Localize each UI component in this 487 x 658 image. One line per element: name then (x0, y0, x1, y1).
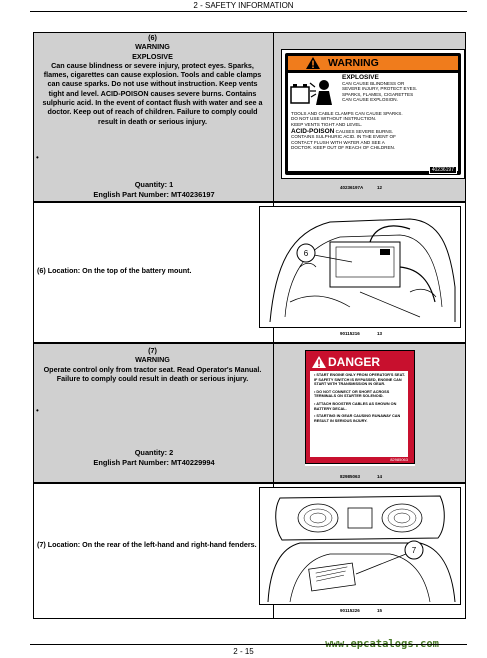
warning-triangle-icon (312, 356, 326, 368)
figure-14-number: 14 (377, 474, 383, 479)
fender-decal-location (309, 563, 356, 591)
decal-7-number: (7) (148, 346, 157, 355)
danger-item-text: DO NOT CONNECT OR SHORT ACROSS TERMINALS ON STARTER SOLENOID. (314, 389, 390, 399)
danger-banner (310, 355, 410, 369)
column-divider (273, 33, 274, 201)
explosive-line: CAN CAUSE BLINDNESS OR (342, 81, 405, 86)
battery-explosion-icon (290, 75, 338, 109)
location-7-section (33, 483, 466, 619)
decal-6-heading: WARNING (135, 42, 170, 52)
decal-7-quantity: Quantity: 2 (134, 448, 174, 457)
decal-7-bullet: • (36, 406, 39, 415)
battery-mount-drawing (259, 206, 461, 328)
watermark: www.epcatalogs.com (325, 638, 439, 650)
location-6-section (33, 202, 466, 343)
battery-mount-illustration (260, 207, 460, 327)
decal-6-body: Can cause blindness or severe injury, protect eyes. Sparks, flames, cigarettes can cause explosion. Tools and cable clamps can cause sparks. Do not use without instruction. Keep vents tight and level. ACID-POISON causes severe burns. Contains sulphuric acid. In the event of contact flush with water and see a doctor. Keep out of reach of children. Failure to comply could result in death or serious injury. (42, 60, 263, 126)
fender-illustration (260, 488, 460, 604)
decal-6-bullet: • (36, 153, 39, 162)
fender-drawing (259, 487, 461, 605)
footer-rule (30, 644, 467, 645)
explosive-label-lines (342, 81, 417, 103)
figure-15-code: 90115226 (340, 608, 360, 613)
danger-items (310, 371, 408, 457)
callout-7-label: 7 (411, 546, 417, 555)
figure-13-number: 13 (377, 331, 383, 336)
decal-6-section (33, 32, 466, 202)
location-6-text: (6) Location: On the top of the battery mount. (37, 266, 192, 275)
danger-item: • START ENGINE ONLY FROM OPERATOR'S SEAT. IF SAFETY SWITCH IS BYPASSED, ENGINE CAN START WITH TRANSMISSION IN GEAR. (314, 373, 405, 387)
acid-line: CONTACT FLUSH WITH WATER AND SEE A (291, 139, 385, 145)
page-number: 2 - 15 (233, 647, 254, 656)
danger-item-text: STARTING IN GEAR CAUSING RUNAWAY CAN RESULT IN SERIOUS INJURY. (314, 414, 401, 423)
danger-item-text: START ENGINE ONLY FROM OPERATOR'S SEAT. IF SAFETY SWITCH IS BYPASSED, ENGINE CAN START WITH TRANSMISSION IN GEAR. (314, 373, 405, 387)
decal-6-quantity: Quantity: 1 (134, 180, 174, 189)
danger-item-text: ATTACH BOOSTER CABLES AS SHOWN ON BATTERY DECAL. (314, 401, 397, 411)
page-header (0, 0, 487, 12)
acid-line: CAUSES SEVERE BURNS. (335, 129, 394, 134)
explosive-line: SEVERE INJURY, PROTECT EYES. (342, 86, 418, 92)
danger-item: • DO NOT CONNECT OR SHORT ACROSS TERMINALS ON STARTER SOLENOID. (314, 389, 390, 399)
decal-7-part-number: English Part Number: MT40229994 (93, 458, 215, 467)
decal-7-part-code: 82985063 (390, 457, 408, 462)
warning-banner (288, 56, 458, 70)
header-rule (30, 11, 467, 12)
location-7-text: (7) Location: On the rear of the left-hand and right-hand fenders. (37, 540, 257, 549)
decal-6-quantity-block (34, 180, 274, 200)
figure-15-number: 15 (377, 608, 383, 613)
decal-7-image (305, 350, 415, 466)
decal-6-image (281, 49, 465, 179)
danger-item: • ATTACH BOOSTER CABLES AS SHOWN ON BATTERY DECAL. (314, 401, 397, 411)
decal-7-body: Operate control only from tractor seat. Read Operator's Manual. Failure to comply could result in death or serious injury. (43, 364, 262, 383)
decal-6-part-code: 40236197 (429, 166, 457, 174)
decal-6-description (40, 33, 265, 126)
explosive-line: SPARKS, FLAMES, CIGARETTES (342, 91, 414, 97)
tools-label-lines (291, 111, 403, 127)
decal-7-heading: WARNING (135, 355, 170, 365)
decal-7-section (33, 343, 466, 483)
decal-6-number: (6) (148, 33, 157, 42)
decal-7-quantity-block (34, 448, 274, 468)
danger-item: • STARTING IN GEAR CAUSING RUNAWAY CAN RESULT IN SERIOUS INJURY. (314, 414, 401, 423)
acid-label-title: ACID-POISON (291, 128, 335, 135)
explosive-line: CAN CAUSE EXPLOSION. (342, 97, 398, 103)
warning-banner-text: WARNING (328, 57, 379, 69)
acid-label (291, 129, 396, 151)
tools-line: DO NOT USE WITHOUT INSTRUCTION. (291, 116, 377, 122)
danger-banner-text: DANGER (328, 355, 381, 369)
warning-triangle-icon (306, 57, 320, 69)
figure-12-number: 12 (377, 185, 383, 190)
tools-line: TOOLS AND CABLE CLAMPS CAN CAUSE SPARKS. (291, 111, 403, 116)
decal-6-part-number: English Part Number: MT40236197 (93, 190, 215, 199)
acid-line: DOCTOR. KEEP OUT OF REACH OF CHILDREN. (291, 145, 396, 151)
page-header-title: 2 - SAFETY INFORMATION (193, 1, 294, 10)
figure-12-code: 40236197A (340, 185, 364, 190)
decal-6-subheading: EXPLOSIVE (132, 51, 173, 61)
explosive-label-title: EXPLOSIVE (342, 74, 379, 81)
figure-14-code: 82985063 (340, 474, 361, 479)
figure-13-code: 90115216 (340, 331, 360, 336)
callout-6-label: 6 (303, 249, 309, 258)
acid-line: CONTAINS SULPHURIC ACID. IN THE EVENT OF (291, 134, 396, 140)
tools-line: KEEP VENTS TIGHT AND LEVEL. (291, 121, 363, 127)
decal-7-description (40, 346, 265, 383)
